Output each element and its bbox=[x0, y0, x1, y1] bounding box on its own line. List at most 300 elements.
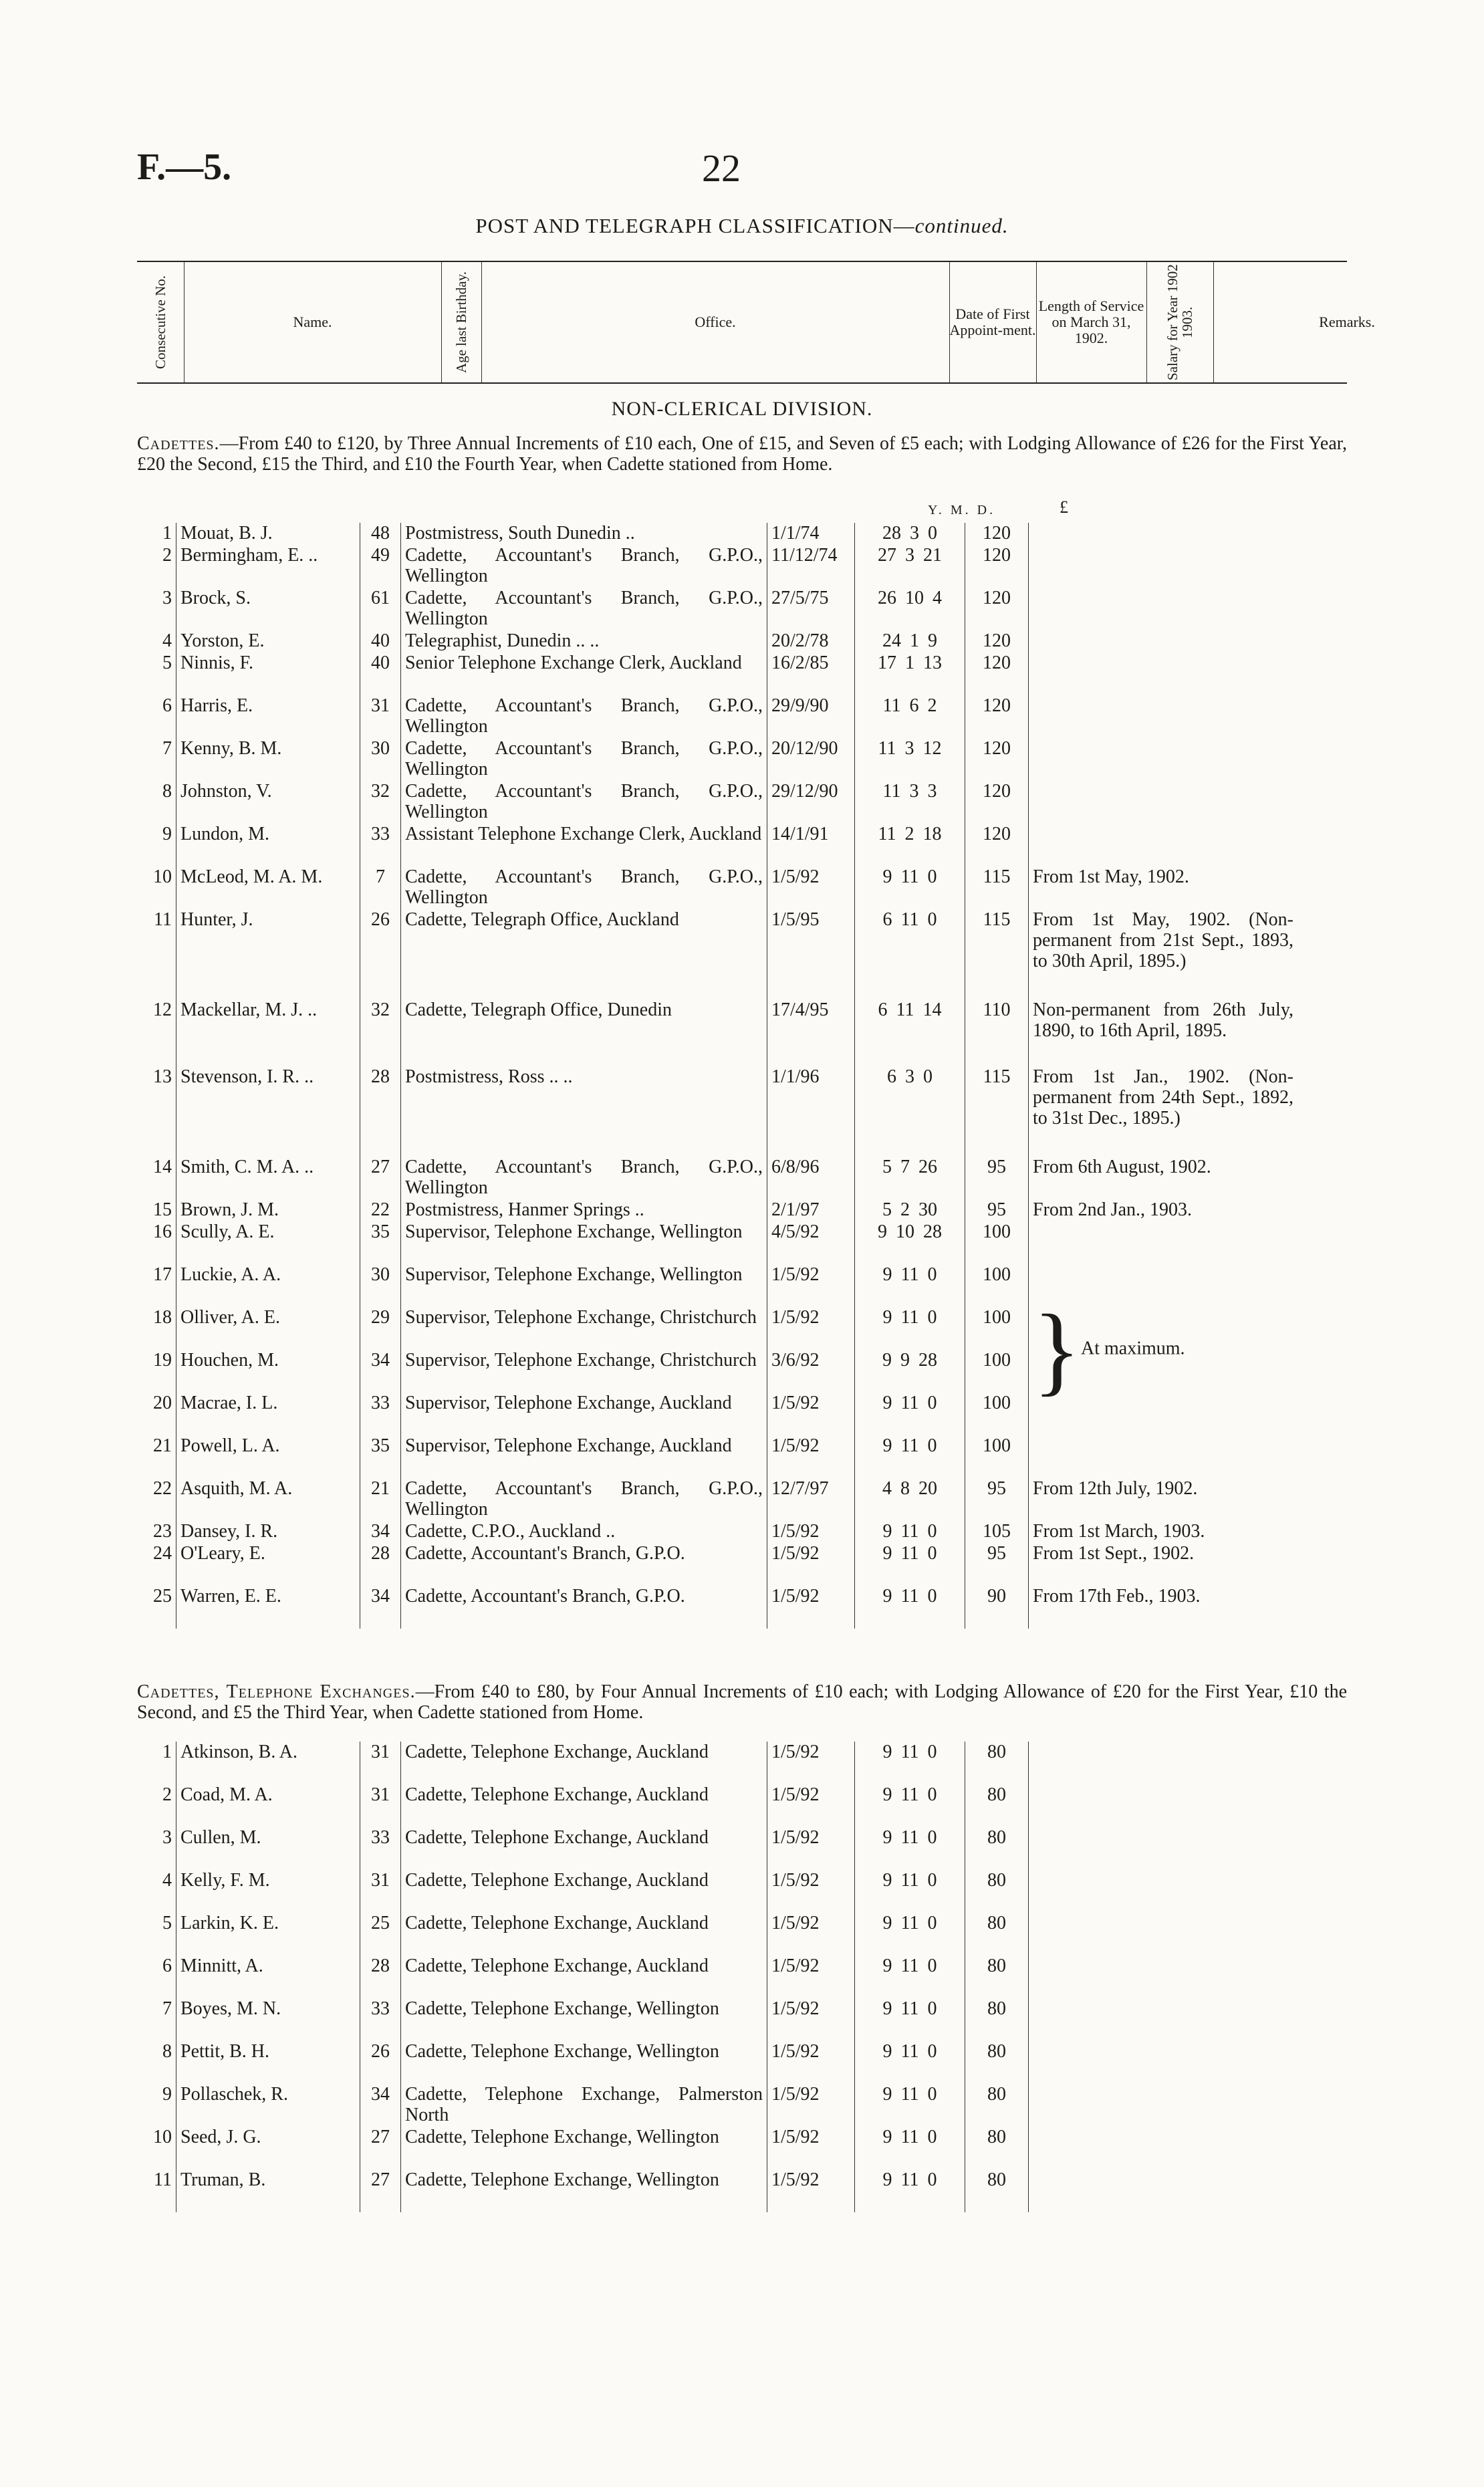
row-remarks bbox=[1029, 824, 1298, 866]
table-row bbox=[137, 1586, 1297, 1629]
row-date: 1/5/92 bbox=[767, 1913, 855, 1956]
row-age: 22 bbox=[360, 1199, 401, 1221]
cadettes-heading: Cadettes. bbox=[137, 433, 220, 454]
row-date: 1/5/92 bbox=[767, 1827, 855, 1870]
row-office: Cadette, Telephone Exchange, Wellington bbox=[401, 1998, 767, 2041]
row-office: Cadette, Telegraph Office, Auckland bbox=[401, 909, 767, 999]
col-name bbox=[184, 262, 442, 382]
row-office: Cadette, Telephone Exchange, Auckland bbox=[401, 1956, 767, 1998]
row-no: 5 bbox=[137, 653, 176, 695]
row-age: 33 bbox=[360, 824, 401, 866]
row-remarks: From 12th July, 1902. bbox=[1033, 1478, 1198, 1499]
row-date: 1/5/92 bbox=[767, 2084, 855, 2127]
row-age: 32 bbox=[360, 999, 401, 1066]
row-salary: 95 bbox=[965, 1543, 1029, 1586]
row-no: 3 bbox=[137, 588, 176, 630]
row-name: Yorston, E. bbox=[176, 630, 360, 653]
table-row bbox=[137, 1157, 1297, 1199]
row-length: 9 11 0 bbox=[855, 1264, 965, 1307]
row-remarks bbox=[1029, 1742, 1298, 1784]
table-row bbox=[137, 738, 1297, 781]
table-row bbox=[137, 1199, 1297, 1221]
row-age: 34 bbox=[360, 1521, 401, 1543]
row-office: Senior Telephone Exchange Clerk, Auckland bbox=[401, 653, 767, 695]
row-date: 1/5/92 bbox=[767, 1264, 855, 1307]
row-length: 9 11 0 bbox=[855, 1913, 965, 1956]
row-name: Coad, M. A. bbox=[176, 1784, 360, 1827]
row-date: 14/1/91 bbox=[767, 824, 855, 866]
row-salary: 95 bbox=[965, 1199, 1029, 1221]
row-length: 6 11 14 bbox=[855, 999, 965, 1066]
row-length: 5 7 26 bbox=[855, 1157, 965, 1199]
row-age: 35 bbox=[360, 1221, 401, 1264]
col-age-label: Age last Birthday. bbox=[453, 271, 469, 374]
row-length: 9 11 0 bbox=[855, 1435, 965, 1478]
table-row bbox=[137, 2041, 1297, 2084]
row-age: 30 bbox=[360, 1264, 401, 1307]
col-consecutive bbox=[137, 262, 184, 382]
row-name: Stevenson, I. R. .. bbox=[176, 1066, 360, 1157]
row-length: 6 3 0 bbox=[855, 1066, 965, 1157]
row-salary: 120 bbox=[965, 588, 1029, 630]
row-date: 1/5/92 bbox=[767, 2169, 855, 2212]
table-row bbox=[137, 1998, 1297, 2041]
row-salary: 100 bbox=[965, 1221, 1029, 1264]
row-office: Cadette, Accountant's Branch, G.P.O. bbox=[401, 1543, 767, 1586]
row-age: 27 bbox=[360, 2127, 401, 2169]
row-length: 9 11 0 bbox=[855, 1742, 965, 1784]
row-age: 34 bbox=[360, 2084, 401, 2127]
row-remarks bbox=[1029, 2084, 1298, 2127]
row-no: 22 bbox=[137, 1478, 176, 1521]
row-office: Cadette, Accountant's Branch, G.P.O., Wellington bbox=[401, 738, 767, 781]
row-length: 5 2 30 bbox=[855, 1199, 965, 1221]
row-no: 18 bbox=[137, 1307, 176, 1350]
row-salary: 80 bbox=[965, 1742, 1029, 1784]
row-office: Cadette, Accountant's Branch, G.P.O., Wellington bbox=[401, 866, 767, 909]
row-no: 10 bbox=[137, 866, 176, 909]
row-no: 1 bbox=[137, 1742, 176, 1784]
table-row bbox=[137, 1870, 1297, 1913]
row-name: Luckie, A. A. bbox=[176, 1264, 360, 1307]
row-date: 1/5/92 bbox=[767, 2041, 855, 2084]
row-office: Cadette, Telephone Exchange, Auckland bbox=[401, 1827, 767, 1870]
row-age: 61 bbox=[360, 588, 401, 630]
col-age bbox=[441, 262, 482, 382]
table-row bbox=[137, 588, 1297, 630]
col-name-label: Name. bbox=[293, 314, 332, 330]
table-header bbox=[137, 261, 1375, 384]
row-remarks: From 1st May, 1902. bbox=[1033, 866, 1189, 887]
row-name: Hunter, J. bbox=[176, 909, 360, 999]
row-name: Lundon, M. bbox=[176, 824, 360, 866]
row-length: 9 11 0 bbox=[855, 1956, 965, 1998]
row-office: Cadette, Telephone Exchange, Wellington bbox=[401, 2127, 767, 2169]
row-age: 27 bbox=[360, 2169, 401, 2212]
row-no: 6 bbox=[137, 695, 176, 738]
row-office: Cadette, Accountant's Branch, G.P.O., Wellington bbox=[401, 1157, 767, 1199]
col-length-label: Length of Service on March 31, 1902. bbox=[1038, 298, 1144, 346]
col-length bbox=[1036, 262, 1147, 382]
row-no: 15 bbox=[137, 1199, 176, 1221]
row-office: Cadette, Telephone Exchange, Palmerston North bbox=[401, 2084, 767, 2127]
row-no: 20 bbox=[137, 1393, 176, 1435]
row-office: Cadette, Accountant's Branch, G.P.O., Wellington bbox=[401, 545, 767, 588]
row-date: 1/5/92 bbox=[767, 1393, 855, 1435]
row-date: 1/5/92 bbox=[767, 1998, 855, 2041]
row-remarks bbox=[1029, 588, 1298, 630]
row-age: 35 bbox=[360, 1435, 401, 1478]
row-date: 1/5/92 bbox=[767, 1586, 855, 1629]
row-remarks: From 1st March, 1903. bbox=[1033, 1521, 1205, 1542]
row-remarks bbox=[1029, 1784, 1298, 1827]
row-date: 1/5/92 bbox=[767, 1307, 855, 1350]
row-age: 31 bbox=[360, 1784, 401, 1827]
row-date: 1/1/74 bbox=[767, 523, 855, 545]
row-salary: 95 bbox=[965, 1478, 1029, 1521]
row-salary: 100 bbox=[965, 1307, 1029, 1350]
row-name: Atkinson, B. A. bbox=[176, 1742, 360, 1784]
table-row bbox=[137, 1784, 1297, 1827]
row-length: 17 1 13 bbox=[855, 653, 965, 695]
row-name: Kenny, B. M. bbox=[176, 738, 360, 781]
row-salary: 120 bbox=[965, 545, 1029, 588]
table-row bbox=[137, 630, 1297, 653]
row-remarks bbox=[1029, 781, 1298, 824]
row-age: 49 bbox=[360, 545, 401, 588]
row-age: 33 bbox=[360, 1393, 401, 1435]
row-salary: 110 bbox=[965, 999, 1029, 1066]
row-salary: 120 bbox=[965, 738, 1029, 781]
row-age: 21 bbox=[360, 1478, 401, 1521]
row-office: Cadette, Telephone Exchange, Auckland bbox=[401, 1870, 767, 1913]
row-name: Kelly, F. M. bbox=[176, 1870, 360, 1913]
row-length: 9 9 28 bbox=[855, 1350, 965, 1393]
row-name: O'Leary, E. bbox=[176, 1543, 360, 1586]
row-remarks bbox=[1029, 545, 1298, 588]
table-row bbox=[137, 824, 1297, 866]
row-age: 31 bbox=[360, 1870, 401, 1913]
cadettes-table bbox=[137, 523, 1297, 1629]
row-salary: 100 bbox=[965, 1393, 1029, 1435]
row-salary: 115 bbox=[965, 866, 1029, 909]
row-length: 9 11 0 bbox=[855, 2084, 965, 2127]
row-office: Cadette, Accountant's Branch, G.P.O., Wellington bbox=[401, 1478, 767, 1521]
row-salary: 80 bbox=[965, 1956, 1029, 1998]
table-row bbox=[137, 909, 1297, 999]
row-salary: 80 bbox=[965, 1998, 1029, 2041]
row-no: 3 bbox=[137, 1827, 176, 1870]
row-office: Cadette, Telephone Exchange, Wellington bbox=[401, 2169, 767, 2212]
table-row bbox=[137, 2127, 1297, 2169]
row-office: Cadette, Accountant's Branch, G.P.O., Wellington bbox=[401, 781, 767, 824]
row-length: 11 2 18 bbox=[855, 824, 965, 866]
row-remarks bbox=[1029, 1956, 1298, 1998]
row-date: 1/5/92 bbox=[767, 2127, 855, 2169]
row-age: 25 bbox=[360, 1913, 401, 1956]
col-salary bbox=[1146, 262, 1214, 382]
table-row bbox=[137, 1543, 1297, 1586]
row-remarks: From 17th Feb., 1903. bbox=[1033, 1586, 1201, 1607]
row-date: 17/4/95 bbox=[767, 999, 855, 1066]
row-office: Supervisor, Telephone Exchange, Auckland bbox=[401, 1435, 767, 1478]
table-row bbox=[137, 1221, 1297, 1264]
row-name: Ninnis, F. bbox=[176, 653, 360, 695]
row-age: 7 bbox=[360, 866, 401, 909]
row-salary: 95 bbox=[965, 1157, 1029, 1199]
row-remarks: From 1st Sept., 1902. bbox=[1033, 1543, 1195, 1564]
row-office: Postmistress, Hanmer Springs .. bbox=[401, 1199, 767, 1221]
row-office: Cadette, Telegraph Office, Dunedin bbox=[401, 999, 767, 1066]
row-no: 8 bbox=[137, 781, 176, 824]
row-remarks bbox=[1029, 1998, 1298, 2041]
table-row bbox=[137, 653, 1297, 695]
row-no: 19 bbox=[137, 1350, 176, 1393]
row-name: Bermingham, E. .. bbox=[176, 545, 360, 588]
cadettes-text: —From £40 to £120, by Three Annual Increments of £10 each, One of £15, and Seven of £5 each; with Lodging Allowance of £26 for the First Year, £20 the Second, £15 the Third, and £10 the Fourth Year, when Cadette stationed from Home. bbox=[137, 433, 1347, 475]
row-date: 1/1/96 bbox=[767, 1066, 855, 1157]
row-no: 8 bbox=[137, 2041, 176, 2084]
col-salary-label: Salary for Year 1902 1903. bbox=[1164, 264, 1195, 380]
table-row bbox=[137, 1066, 1297, 1157]
row-age: 28 bbox=[360, 1066, 401, 1157]
row-remarks bbox=[1029, 653, 1298, 695]
row-remarks bbox=[1029, 2127, 1298, 2169]
col-remarks-label: Remarks. bbox=[1319, 314, 1375, 330]
row-age: 29 bbox=[360, 1307, 401, 1350]
row-date: 29/9/90 bbox=[767, 695, 855, 738]
row-length: 28 3 0 bbox=[855, 523, 965, 545]
row-salary: 80 bbox=[965, 2041, 1029, 2084]
row-date: 27/5/75 bbox=[767, 588, 855, 630]
row-age: 31 bbox=[360, 695, 401, 738]
row-remarks bbox=[1029, 2169, 1298, 2212]
table-row bbox=[137, 1827, 1297, 1870]
row-age: 40 bbox=[360, 653, 401, 695]
row-name: Powell, L. A. bbox=[176, 1435, 360, 1478]
row-length: 9 11 0 bbox=[855, 2041, 965, 2084]
row-name: Brock, S. bbox=[176, 588, 360, 630]
row-remarks: From 1st May, 1902. (Non-permanent from 21st Sept., 1893, to 30th April, 1895.) bbox=[1033, 909, 1293, 971]
row-length: 27 3 21 bbox=[855, 545, 965, 588]
row-age: 48 bbox=[360, 523, 401, 545]
row-office: Postmistress, South Dunedin .. bbox=[401, 523, 767, 545]
row-length: 9 11 0 bbox=[855, 866, 965, 909]
row-remarks bbox=[1029, 1827, 1298, 1870]
row-name: Minnitt, A. bbox=[176, 1956, 360, 1998]
salary-currency: £ bbox=[1060, 497, 1068, 517]
row-remarks bbox=[1029, 630, 1298, 653]
row-remarks: From 2nd Jan., 1903. bbox=[1033, 1199, 1192, 1220]
row-length: 24 1 9 bbox=[855, 630, 965, 653]
row-no: 25 bbox=[137, 1586, 176, 1629]
col-office bbox=[481, 262, 950, 382]
row-no: 11 bbox=[137, 2169, 176, 2212]
row-office: Cadette, Telephone Exchange, Auckland bbox=[401, 1784, 767, 1827]
row-age: 34 bbox=[360, 1350, 401, 1393]
row-office: Cadette, C.P.O., Auckland .. bbox=[401, 1521, 767, 1543]
row-name: Dansey, I. R. bbox=[176, 1521, 360, 1543]
table-row bbox=[137, 2169, 1297, 2212]
col-date-label: Date of First Appoint-ment. bbox=[949, 306, 1036, 338]
row-length: 9 11 0 bbox=[855, 1870, 965, 1913]
row-remarks: Non-permanent from 26th July, 1890, to 16th April, 1895. bbox=[1033, 999, 1293, 1041]
row-no: 13 bbox=[137, 1066, 176, 1157]
row-office: Supervisor, Telephone Exchange, Christchurch bbox=[401, 1350, 767, 1393]
row-salary: 100 bbox=[965, 1350, 1029, 1393]
row-age: 26 bbox=[360, 2041, 401, 2084]
row-length: 9 11 0 bbox=[855, 1307, 965, 1350]
row-date: 20/2/78 bbox=[767, 630, 855, 653]
row-salary: 80 bbox=[965, 1784, 1029, 1827]
row-remarks: At maximum. bbox=[1081, 1338, 1185, 1359]
row-name: Smith, C. M. A. .. bbox=[176, 1157, 360, 1199]
row-age: 31 bbox=[360, 1742, 401, 1784]
row-no: 10 bbox=[137, 2127, 176, 2169]
row-age: 34 bbox=[360, 1586, 401, 1629]
row-name: Brown, J. M. bbox=[176, 1199, 360, 1221]
row-office: Cadette, Telephone Exchange, Wellington bbox=[401, 2041, 767, 2084]
row-salary: 80 bbox=[965, 2127, 1029, 2169]
row-no: 16 bbox=[137, 1221, 176, 1264]
row-length: 9 11 0 bbox=[855, 1784, 965, 1827]
table-row bbox=[137, 999, 1297, 1066]
row-salary: 120 bbox=[965, 523, 1029, 545]
row-no: 12 bbox=[137, 999, 176, 1066]
table-row bbox=[137, 2084, 1297, 2127]
row-name: Pollaschek, R. bbox=[176, 2084, 360, 2127]
row-age: 33 bbox=[360, 1827, 401, 1870]
row-salary: 80 bbox=[965, 1913, 1029, 1956]
row-salary: 120 bbox=[965, 781, 1029, 824]
row-salary: 120 bbox=[965, 824, 1029, 866]
row-salary: 80 bbox=[965, 2169, 1029, 2212]
row-no: 4 bbox=[137, 630, 176, 653]
row-name: Seed, J. G. bbox=[176, 2127, 360, 2169]
row-salary: 105 bbox=[965, 1521, 1029, 1543]
row-name: McLeod, M. A. M. bbox=[176, 866, 360, 909]
table-row bbox=[137, 1521, 1297, 1543]
row-office: Supervisor, Telephone Exchange, Christchurch bbox=[401, 1307, 767, 1350]
row-name: Truman, B. bbox=[176, 2169, 360, 2212]
row-name: Boyes, M. N. bbox=[176, 1998, 360, 2041]
row-remarks bbox=[1029, 1913, 1298, 1956]
col-office-label: Office. bbox=[695, 314, 736, 330]
row-office: Postmistress, Ross .. .. bbox=[401, 1066, 767, 1157]
row-length: 9 11 0 bbox=[855, 2127, 965, 2169]
table-row bbox=[137, 1742, 1297, 1784]
row-date: 2/1/97 bbox=[767, 1199, 855, 1221]
row-length: 9 10 28 bbox=[855, 1221, 965, 1264]
row-age: 32 bbox=[360, 781, 401, 824]
row-date: 1/5/92 bbox=[767, 1956, 855, 1998]
row-name: Cullen, M. bbox=[176, 1827, 360, 1870]
row-remarks bbox=[1029, 695, 1298, 738]
row-age: 28 bbox=[360, 1543, 401, 1586]
row-age: 30 bbox=[360, 738, 401, 781]
row-no: 11 bbox=[137, 909, 176, 999]
row-name: Macrae, I. L. bbox=[176, 1393, 360, 1435]
row-length: 4 8 20 bbox=[855, 1478, 965, 1521]
row-office: Supervisor, Telephone Exchange, Wellington bbox=[401, 1221, 767, 1264]
table-row bbox=[137, 1913, 1297, 1956]
row-name: Olliver, A. E. bbox=[176, 1307, 360, 1350]
row-date: 12/7/97 bbox=[767, 1478, 855, 1521]
row-office: Assistant Telephone Exchange Clerk, Auckland bbox=[401, 824, 767, 866]
row-length: 6 11 0 bbox=[855, 909, 965, 999]
row-date: 16/2/85 bbox=[767, 653, 855, 695]
table-row bbox=[137, 1478, 1297, 1521]
row-age: 40 bbox=[360, 630, 401, 653]
row-name: Johnston, V. bbox=[176, 781, 360, 824]
row-date: 20/12/90 bbox=[767, 738, 855, 781]
length-units: Y. M. D. bbox=[928, 503, 996, 517]
row-no: 2 bbox=[137, 545, 176, 588]
row-office: Cadette, Telephone Exchange, Auckland bbox=[401, 1742, 767, 1784]
row-no: 7 bbox=[137, 1998, 176, 2041]
row-name: Larkin, K. E. bbox=[176, 1913, 360, 1956]
row-length: 11 3 12 bbox=[855, 738, 965, 781]
row-no: 7 bbox=[137, 738, 176, 781]
row-no: 23 bbox=[137, 1521, 176, 1543]
table-row bbox=[137, 545, 1297, 588]
row-no: 9 bbox=[137, 2084, 176, 2127]
row-length: 9 11 0 bbox=[855, 1521, 965, 1543]
row-date: 11/12/74 bbox=[767, 545, 855, 588]
row-length: 9 11 0 bbox=[855, 1827, 965, 1870]
row-remarks: From 6th August, 1902. bbox=[1033, 1157, 1211, 1177]
row-name: Houchen, M. bbox=[176, 1350, 360, 1393]
row-no: 21 bbox=[137, 1435, 176, 1478]
row-no: 17 bbox=[137, 1264, 176, 1307]
row-office: Telegraphist, Dunedin .. .. bbox=[401, 630, 767, 653]
col-consecutive-label: Consecutive No. bbox=[152, 275, 168, 369]
row-date: 3/6/92 bbox=[767, 1350, 855, 1393]
row-office: Cadette, Accountant's Branch, G.P.O. bbox=[401, 1586, 767, 1629]
title-main: POST AND TELEGRAPH CLASSIFICATION— bbox=[475, 214, 915, 237]
brace-icon: } bbox=[1033, 1294, 1081, 1405]
row-name: Scully, A. E. bbox=[176, 1221, 360, 1264]
row-date: 1/5/92 bbox=[767, 1435, 855, 1478]
telephone-table bbox=[137, 1742, 1297, 2212]
row-salary: 100 bbox=[965, 1435, 1029, 1478]
row-date: 4/5/92 bbox=[767, 1221, 855, 1264]
row-remarks bbox=[1029, 2041, 1298, 2084]
row-date: 1/5/92 bbox=[767, 1521, 855, 1543]
row-salary: 80 bbox=[965, 1870, 1029, 1913]
row-no: 4 bbox=[137, 1870, 176, 1913]
row-length: 9 11 0 bbox=[855, 1998, 965, 2041]
document-reference: F.—5. bbox=[137, 146, 232, 188]
row-salary: 80 bbox=[965, 1827, 1029, 1870]
row-office: Cadette, Telephone Exchange, Auckland bbox=[401, 1913, 767, 1956]
row-length: 9 11 0 bbox=[855, 1393, 965, 1435]
row-date: 1/5/95 bbox=[767, 909, 855, 999]
row-office: Supervisor, Telephone Exchange, Auckland bbox=[401, 1393, 767, 1435]
row-remarks bbox=[1029, 523, 1298, 545]
row-date: 1/5/92 bbox=[767, 866, 855, 909]
row-no: 2 bbox=[137, 1784, 176, 1827]
telephone-text: —From £40 to £80, by Four Annual Increments of £10 each; with Lodging Allowance of £20 for the First Year, £10 the Second, and £5 the Third Year, when Cadette stationed from Home. bbox=[137, 1681, 1347, 1723]
table-row bbox=[137, 695, 1297, 738]
row-remarks-group bbox=[1029, 1221, 1298, 1478]
row-date: 1/5/92 bbox=[767, 1543, 855, 1586]
row-length: 11 3 3 bbox=[855, 781, 965, 824]
table-row bbox=[137, 1956, 1297, 1998]
row-office: Cadette, Accountant's Branch, G.P.O., Wellington bbox=[401, 588, 767, 630]
row-age: 26 bbox=[360, 909, 401, 999]
row-no: 5 bbox=[137, 1913, 176, 1956]
